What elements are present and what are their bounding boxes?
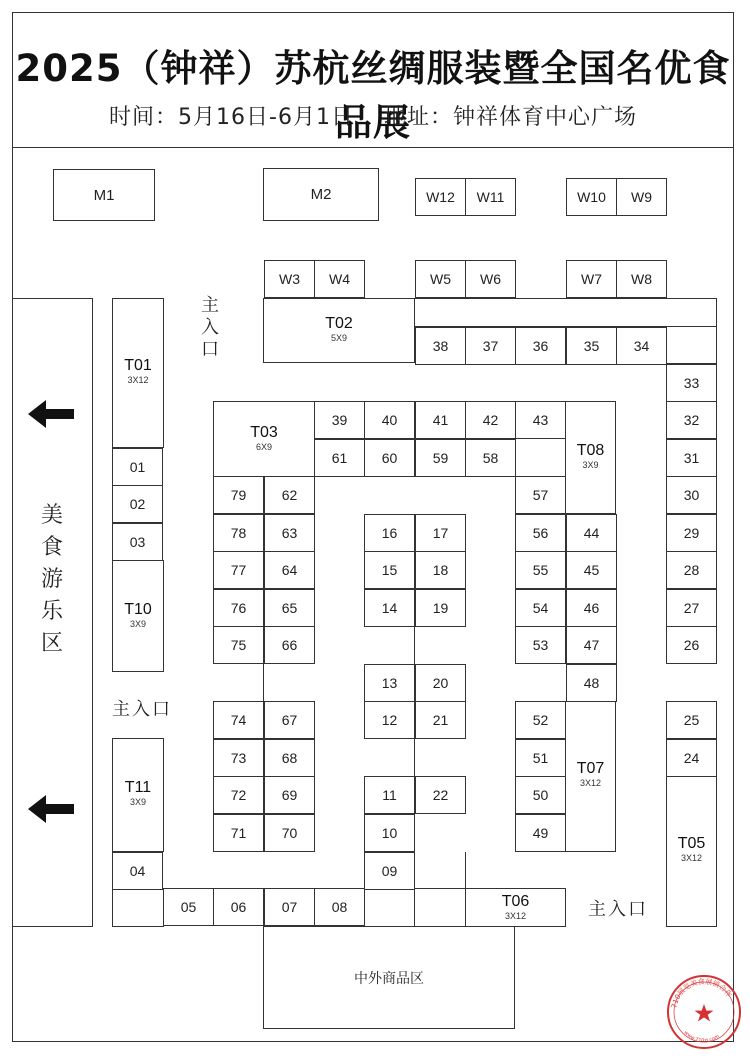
booth-label: W8: [631, 271, 652, 287]
booth-size: 3X12: [680, 853, 703, 863]
booth-label: 60: [381, 450, 398, 466]
booth-14[interactable]: [364, 589, 415, 627]
stamp-text: 710展览美食展销合作: [670, 977, 734, 1009]
booth-label: T05: [677, 835, 706, 852]
watermark-stamp: [664, 972, 744, 1052]
booth-W6[interactable]: [465, 260, 516, 298]
booth-label: 63: [281, 525, 298, 541]
booth-T07[interactable]: [565, 701, 616, 852]
booth-50[interactable]: [515, 776, 566, 814]
aisle-line: [414, 739, 415, 777]
booth-label: T02: [325, 315, 353, 332]
booth-04[interactable]: [112, 852, 163, 890]
booth-label: 69: [281, 787, 298, 803]
booth-73[interactable]: [213, 739, 264, 777]
booth-label: 21: [432, 712, 449, 728]
booth-M2[interactable]: [263, 168, 379, 221]
booth-label: 32: [683, 412, 700, 428]
booth-label: 18: [432, 562, 449, 578]
booth-T08[interactable]: [565, 401, 616, 514]
booth-label: 17: [432, 525, 449, 541]
booth-label: 14: [381, 600, 398, 616]
booth-31[interactable]: [666, 439, 717, 477]
booth-label: T11: [124, 779, 152, 796]
booth-35[interactable]: [566, 327, 617, 365]
booth-66[interactable]: [264, 626, 315, 664]
booth-02[interactable]: [112, 485, 163, 523]
booth-label: 09: [381, 863, 398, 879]
booth-empty: [364, 888, 415, 927]
booth-58[interactable]: [465, 439, 516, 477]
event-info: [12, 100, 734, 131]
booth-62[interactable]: [264, 476, 315, 514]
booth-W10[interactable]: [566, 178, 617, 216]
booth-44[interactable]: [566, 514, 617, 552]
booth-size: 3X9: [582, 460, 599, 470]
booth-label: 54: [532, 600, 549, 616]
booth-empty: [414, 298, 717, 327]
booth-T01[interactable]: [112, 298, 164, 448]
booth-label: 48: [583, 675, 600, 691]
booth-label: W9: [631, 189, 652, 205]
booth-78[interactable]: [213, 514, 264, 552]
main-entrance-left: 主入口: [112, 699, 172, 720]
booth-79[interactable]: [213, 476, 264, 514]
booth-label: 49: [532, 825, 549, 841]
booth-68[interactable]: [264, 739, 315, 777]
booth-label: 42: [482, 412, 499, 428]
booth-75[interactable]: [213, 626, 264, 664]
booth-label: 73: [230, 750, 247, 766]
booth-label: T03: [250, 424, 278, 441]
booth-11[interactable]: [364, 776, 415, 814]
booth-label: 77: [230, 562, 247, 578]
event-address: 地址：钟祥体育中心广场: [383, 105, 637, 130]
booth-label: W10: [577, 189, 606, 205]
booth-label: 12: [381, 712, 398, 728]
booth-label: 16: [381, 525, 398, 541]
booth-label: 20: [432, 675, 449, 691]
booth-20[interactable]: [415, 664, 466, 702]
booth-size: 6X9: [255, 442, 272, 452]
svg-text:www.710zl.com: [682, 1030, 720, 1044]
booth-label: T08: [576, 442, 605, 459]
aisle-line: [465, 852, 466, 889]
booth-label: W6: [480, 271, 501, 287]
booth-label: T01: [124, 357, 152, 374]
booth-size: 3X12: [579, 778, 602, 788]
booth-25[interactable]: [666, 701, 717, 739]
booth-label: 79: [230, 487, 247, 503]
booth-label: 50: [532, 787, 549, 803]
booth-label: 10: [381, 825, 398, 841]
booth-label: 56: [532, 525, 549, 541]
booth-label: 36: [532, 338, 549, 354]
booth-07[interactable]: [264, 888, 315, 926]
booth-52[interactable]: [515, 701, 566, 739]
event-time: 时间：5月16日-6月1日: [109, 105, 354, 130]
booth-label: 67: [281, 712, 298, 728]
booth-label: 44: [583, 525, 600, 541]
booth-label: 25: [683, 712, 700, 728]
booth-T05[interactable]: [666, 776, 717, 927]
booth-label: 51: [532, 750, 549, 766]
booth-size: 3X12: [504, 911, 527, 921]
booth-label: W7: [581, 271, 602, 287]
booth-49[interactable]: [515, 814, 566, 852]
booth-size: 5X9: [330, 333, 347, 343]
booth-59[interactable]: [415, 439, 466, 477]
booth-W11[interactable]: [465, 178, 516, 216]
booth-label: 57: [532, 487, 549, 503]
booth-label: 06: [230, 899, 247, 915]
booth-label: 27: [683, 600, 700, 616]
star-icon: [695, 1004, 714, 1022]
booth-W9[interactable]: [616, 178, 667, 216]
main-entrance-top-text: 主 入 口: [201, 295, 219, 360]
booth-empty: [515, 438, 566, 477]
booth-label: 37: [482, 338, 499, 354]
booth-19[interactable]: [415, 589, 466, 627]
booth-70[interactable]: [264, 814, 315, 852]
booth-54[interactable]: [515, 589, 566, 627]
booth-label: 61: [331, 450, 348, 466]
booth-label: 62: [281, 487, 298, 503]
aisle-line: [263, 663, 264, 702]
booth-empty: [112, 888, 164, 927]
booth-label: T10: [124, 601, 152, 618]
booth-W7[interactable]: [566, 260, 617, 298]
booth-55[interactable]: [515, 551, 566, 589]
booth-size: 3X9: [129, 619, 146, 629]
booth-label: W3: [279, 271, 300, 287]
booth-28[interactable]: [666, 551, 717, 589]
booth-32[interactable]: [666, 401, 717, 439]
booth-40[interactable]: [364, 401, 415, 439]
booth-01[interactable]: [112, 448, 163, 486]
booth-16[interactable]: [364, 514, 415, 552]
booth-74[interactable]: [213, 701, 264, 739]
booth-label: 34: [633, 338, 650, 354]
booth-label: 24: [683, 750, 700, 766]
booth-label: 07: [281, 899, 298, 915]
booth-label: 43: [532, 412, 549, 428]
booth-45[interactable]: [566, 551, 617, 589]
foreign-goods-label: 中外商品区: [354, 969, 424, 986]
booth-label: 74: [230, 712, 247, 728]
booth-30[interactable]: [666, 476, 717, 514]
booth-38[interactable]: [415, 327, 466, 365]
food-zone-text: 美 食 游 乐 区: [40, 503, 63, 656]
booth-label: 68: [281, 750, 298, 766]
booth-22[interactable]: [415, 776, 466, 814]
booth-34[interactable]: [616, 327, 667, 365]
booth-33[interactable]: [666, 364, 717, 402]
left-arrow-icon: [28, 400, 76, 428]
booth-label: 29: [683, 525, 700, 541]
booth-label: W12: [426, 189, 455, 205]
booth-15[interactable]: [364, 551, 415, 589]
booth-61[interactable]: [314, 439, 365, 477]
booth-label: 01: [129, 459, 146, 475]
booth-W3[interactable]: [264, 260, 315, 298]
booth-label: 13: [381, 675, 398, 691]
booth-76[interactable]: [213, 589, 264, 627]
booth-63[interactable]: [264, 514, 315, 552]
booth-label: 26: [683, 637, 700, 653]
booth-label: 39: [331, 412, 348, 428]
booth-empty: [414, 888, 466, 927]
booth-label: 64: [281, 562, 298, 578]
booth-label: M2: [310, 186, 332, 203]
booth-label: 08: [331, 899, 348, 915]
aisle-line: [414, 626, 415, 664]
booth-label: W5: [430, 271, 451, 287]
booth-09[interactable]: [364, 852, 415, 890]
booth-24[interactable]: [666, 739, 717, 777]
main-entrance-top: [196, 295, 224, 361]
booth-T02[interactable]: [263, 298, 415, 363]
booth-56[interactable]: [515, 514, 566, 552]
booth-47[interactable]: [566, 626, 617, 664]
booth-label: 03: [129, 534, 146, 550]
booth-label: 76: [230, 600, 247, 616]
booth-W5[interactable]: [415, 260, 466, 298]
booth-53[interactable]: [515, 626, 566, 664]
booth-label: T06: [501, 893, 530, 910]
booth-label: 31: [683, 450, 700, 466]
booth-42[interactable]: [465, 401, 516, 439]
booth-label: 19: [432, 600, 449, 616]
booth-label: 22: [432, 787, 449, 803]
header-divider: [12, 147, 734, 148]
booth-05[interactable]: [163, 888, 214, 926]
booth-41[interactable]: [415, 401, 466, 439]
booth-size: 3X9: [129, 797, 146, 807]
booth-label: 45: [583, 562, 600, 578]
booth-48[interactable]: [566, 664, 617, 702]
booth-12[interactable]: [364, 701, 415, 739]
booth-T06[interactable]: [465, 888, 566, 927]
booth-label: 70: [281, 825, 298, 841]
left-arrow-icon: [28, 795, 76, 823]
booth-18[interactable]: [415, 551, 466, 589]
booth-label: M1: [93, 186, 115, 204]
booth-label: 72: [230, 787, 247, 803]
booth-M1[interactable]: [53, 169, 155, 221]
booth-64[interactable]: [264, 551, 315, 589]
booth-29[interactable]: [666, 514, 717, 552]
booth-57[interactable]: [515, 476, 566, 514]
booth-empty: [666, 326, 717, 364]
booth-label: 59: [432, 450, 449, 466]
booth-label: 40: [381, 412, 398, 428]
booth-label: 11: [382, 787, 397, 803]
booth-label: 30: [683, 487, 700, 503]
booth-label: 53: [532, 637, 549, 653]
booth-69[interactable]: [264, 776, 315, 814]
booth-label: 05: [180, 899, 197, 915]
booth-label: 28: [683, 562, 700, 578]
booth-W12[interactable]: [415, 178, 466, 216]
booth-W8[interactable]: [616, 260, 667, 298]
booth-T11[interactable]: [112, 738, 164, 852]
booth-06[interactable]: [213, 888, 264, 926]
booth-label: 52: [532, 712, 549, 728]
stamp-site: www.710zl.com: [682, 1029, 721, 1045]
booth-T03[interactable]: [213, 401, 315, 477]
booth-label: 46: [583, 600, 600, 616]
booth-label: 58: [482, 450, 499, 466]
booth-43[interactable]: [515, 401, 566, 439]
booth-77[interactable]: [213, 551, 264, 589]
booth-60[interactable]: [364, 439, 415, 477]
booth-label: 65: [281, 600, 298, 616]
booth-label: 15: [381, 562, 398, 578]
booth-46[interactable]: [566, 589, 617, 627]
main-entrance-right: 主入口: [588, 899, 648, 920]
booth-67[interactable]: [264, 701, 315, 739]
booth-label: 66: [281, 637, 298, 653]
food-zone-label: [36, 500, 68, 660]
booth-label: W4: [329, 271, 350, 287]
booth-label: 55: [532, 562, 549, 578]
foreign-goods-area: [263, 926, 515, 1029]
booth-71[interactable]: [213, 814, 264, 852]
booth-51[interactable]: [515, 739, 566, 777]
booth-label: 02: [129, 496, 146, 512]
booth-10[interactable]: [364, 814, 415, 852]
booth-65[interactable]: [264, 589, 315, 627]
booth-label: 41: [432, 412, 449, 428]
booth-03[interactable]: [112, 523, 163, 561]
booth-21[interactable]: [415, 701, 466, 739]
booth-26[interactable]: [666, 626, 717, 664]
booth-72[interactable]: [213, 776, 264, 814]
booth-08[interactable]: [314, 888, 365, 926]
booth-label: 78: [230, 525, 247, 541]
booth-label: 47: [583, 637, 600, 653]
booth-label: 04: [129, 863, 146, 879]
booth-36[interactable]: [515, 327, 566, 365]
booth-17[interactable]: [415, 514, 466, 552]
booth-label: 38: [432, 338, 449, 354]
booth-13[interactable]: [364, 664, 415, 702]
booth-label: W11: [476, 189, 505, 205]
booth-size: 3X12: [127, 375, 149, 385]
booth-27[interactable]: [666, 589, 717, 627]
booth-39[interactable]: [314, 401, 365, 439]
booth-label: T07: [576, 760, 605, 777]
booth-label: 35: [583, 338, 600, 354]
booth-label: 33: [683, 375, 700, 391]
booth-W4[interactable]: [314, 260, 365, 298]
booth-T10[interactable]: [112, 560, 164, 672]
booth-37[interactable]: [465, 327, 516, 365]
booth-label: 71: [230, 825, 247, 841]
booth-label: 75: [230, 637, 247, 653]
page-title: 2025（钟祥）苏杭丝绸服装暨全国名优食品展: [15, 47, 731, 144]
